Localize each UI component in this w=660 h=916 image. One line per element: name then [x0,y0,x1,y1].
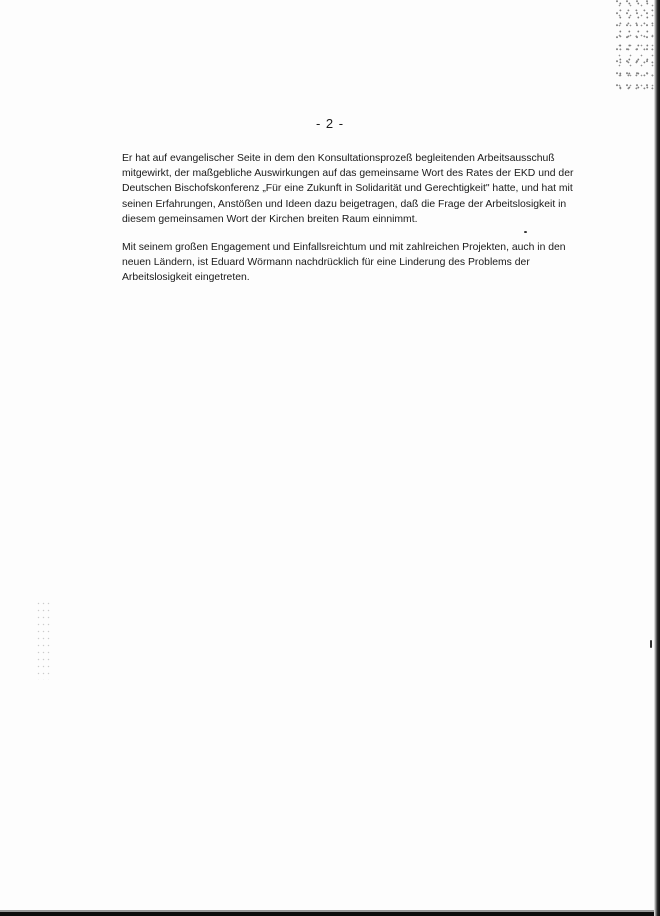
scan-noise-corner [614,0,654,90]
scan-speck [650,640,652,648]
body-paragraph-1: Er hat auf evangelischer Seite in dem den Konsultationsprozeß begleitenden Arbeitsausschuß mitgewirkt, der maßgebliche Auswirkungen auf das gemeinsame Wort des Rates der EKD und der Deutschen Bischofskonferenz „Für eine Zukunft in Solidarität und Gerechtigkeit" hatte, und hat mit seinen Erfahrungen, Anstößen und Ideen dazu beigetragen, daß die Frage der Arbeitslosigkeit in diesem gemeinsamen Wort der Kirchen breiten Raum einnimmt. [122,153,574,225]
scan-speck [524,231,527,233]
scan-edge-bottom [0,912,660,916]
scan-edge-right [654,0,660,916]
page-number: - 2 - [315,116,345,131]
scan-noise-left [36,600,50,680]
body-paragraph-2: Mit seinem großen Engagement und Einfallsreichtum und mit zahlreichen Projekten, auch in den neuen Ländern, ist Eduard Wörmann nachdrücklich für eine Linderung des Problems der Arbeitslosigkeit eingetreten. [122,242,566,284]
